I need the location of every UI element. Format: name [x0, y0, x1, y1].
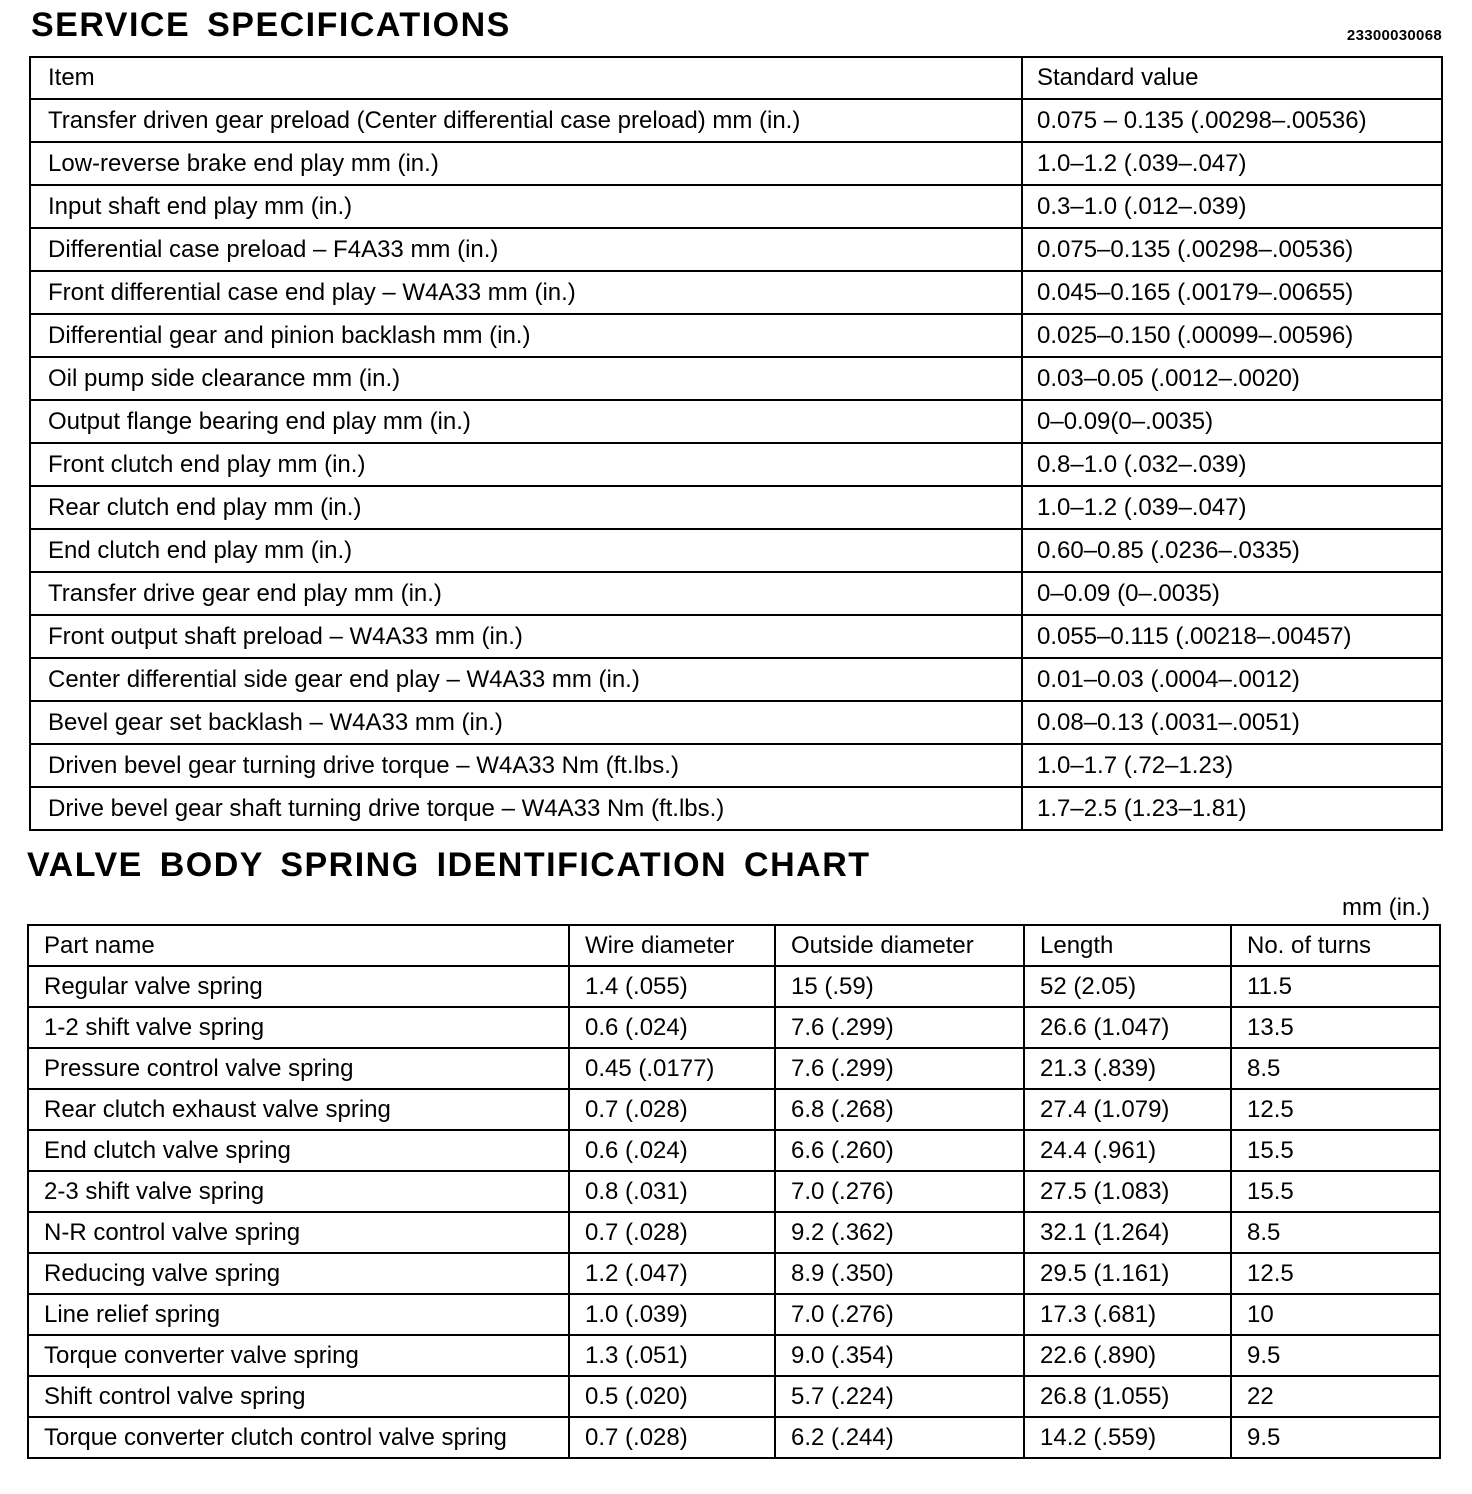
spring-row — [28, 1417, 1440, 1458]
spec-value-cell: 0–0.09(0–.0035) — [1022, 400, 1442, 443]
spring-row — [28, 1376, 1440, 1417]
spec-item-cell: Front output shaft preload – W4A33 mm (in.) — [30, 615, 1022, 658]
spec-value-cell: 1.7–2.5 (1.23–1.81) — [1022, 787, 1442, 830]
wire-diameter-cell: 0.45 (.0177) — [569, 1048, 775, 1089]
header-item: Item — [30, 57, 1022, 99]
wire-diameter-cell: 1.2 (.047) — [569, 1253, 775, 1294]
outside-diameter-cell: 5.7 (.224) — [775, 1376, 1024, 1417]
header-standard-value: Standard value — [1022, 57, 1442, 99]
turns-cell: 8.5 — [1231, 1048, 1440, 1089]
spec-row — [30, 615, 1442, 658]
spring-row — [28, 1335, 1440, 1376]
spring-chart-title: VALVE BODY SPRING IDENTIFICATION CHART — [27, 846, 871, 884]
spec-row — [30, 228, 1442, 271]
length-cell: 32.1 (1.264) — [1024, 1212, 1231, 1253]
spec-row — [30, 744, 1442, 787]
length-cell: 21.3 (.839) — [1024, 1048, 1231, 1089]
specs-header-row — [30, 57, 1442, 99]
spec-item-cell: End clutch end play mm (in.) — [30, 529, 1022, 572]
spring-row — [28, 1294, 1440, 1335]
outside-diameter-cell: 6.8 (.268) — [775, 1089, 1024, 1130]
outside-diameter-cell: 6.2 (.244) — [775, 1417, 1024, 1458]
outside-diameter-cell: 6.6 (.260) — [775, 1130, 1024, 1171]
part-name-cell: Torque converter clutch control valve spring — [28, 1417, 569, 1458]
spring-row — [28, 1130, 1440, 1171]
wire-diameter-cell: 0.7 (.028) — [569, 1212, 775, 1253]
length-cell: 17.3 (.681) — [1024, 1294, 1231, 1335]
spec-item-cell: Drive bevel gear shaft turning drive torque – W4A33 Nm (ft.lbs.) — [30, 787, 1022, 830]
spec-value-cell: 0.3–1.0 (.012–.039) — [1022, 185, 1442, 228]
part-name-cell: Torque converter valve spring — [28, 1335, 569, 1376]
turns-cell: 9.5 — [1231, 1335, 1440, 1376]
turns-cell: 9.5 — [1231, 1417, 1440, 1458]
turns-cell: 15.5 — [1231, 1130, 1440, 1171]
turns-cell: 15.5 — [1231, 1171, 1440, 1212]
length-cell: 29.5 (1.161) — [1024, 1253, 1231, 1294]
part-name-cell: Rear clutch exhaust valve spring — [28, 1089, 569, 1130]
spec-item-cell: Front clutch end play mm (in.) — [30, 443, 1022, 486]
spec-row — [30, 400, 1442, 443]
spring-row — [28, 1171, 1440, 1212]
spring-row — [28, 1212, 1440, 1253]
spec-item-cell: Front differential case end play – W4A33 mm (in.) — [30, 271, 1022, 314]
spec-value-cell: 0–0.09 (0–.0035) — [1022, 572, 1442, 615]
unit-note: mm (in.) — [1342, 894, 1430, 921]
spec-row — [30, 443, 1442, 486]
wire-diameter-cell: 0.7 (.028) — [569, 1089, 775, 1130]
spec-item-cell: Transfer drive gear end play mm (in.) — [30, 572, 1022, 615]
outside-diameter-cell: 7.6 (.299) — [775, 1048, 1024, 1089]
specs-table-body — [30, 57, 1442, 830]
outside-diameter-cell: 7.0 (.276) — [775, 1294, 1024, 1335]
spec-row — [30, 486, 1442, 529]
spec-row — [30, 314, 1442, 357]
spring-row — [28, 1089, 1440, 1130]
length-cell: 26.6 (1.047) — [1024, 1007, 1231, 1048]
part-name-cell: End clutch valve spring — [28, 1130, 569, 1171]
spec-item-cell: Oil pump side clearance mm (in.) — [30, 357, 1022, 400]
wire-diameter-cell: 0.6 (.024) — [569, 1007, 775, 1048]
wire-diameter-cell: 0.7 (.028) — [569, 1417, 775, 1458]
turns-cell: 22 — [1231, 1376, 1440, 1417]
spec-value-cell: 0.03–0.05 (.0012–.0020) — [1022, 357, 1442, 400]
spec-value-cell: 0.08–0.13 (.0031–.0051) — [1022, 701, 1442, 744]
spec-value-cell: 0.055–0.115 (.00218–.00457) — [1022, 615, 1442, 658]
turns-cell: 10 — [1231, 1294, 1440, 1335]
outside-diameter-cell: 15 (.59) — [775, 966, 1024, 1007]
spec-value-cell: 0.60–0.85 (.0236–.0335) — [1022, 529, 1442, 572]
spec-value-cell: 0.8–1.0 (.032–.039) — [1022, 443, 1442, 486]
header-length: Length — [1024, 925, 1231, 966]
spring-row — [28, 1007, 1440, 1048]
part-name-cell: N-R control valve spring — [28, 1212, 569, 1253]
outside-diameter-cell: 9.2 (.362) — [775, 1212, 1024, 1253]
spring-identification-table — [27, 924, 1441, 1459]
header-part-name: Part name — [28, 925, 569, 966]
wire-diameter-cell: 0.8 (.031) — [569, 1171, 775, 1212]
spec-value-cell: 0.075 – 0.135 (.00298–.00536) — [1022, 99, 1442, 142]
spec-item-cell: Rear clutch end play mm (in.) — [30, 486, 1022, 529]
spec-value-cell: 1.0–1.2 (.039–.047) — [1022, 142, 1442, 185]
length-cell: 24.4 (.961) — [1024, 1130, 1231, 1171]
spec-value-cell: 0.075–0.135 (.00298–.00536) — [1022, 228, 1442, 271]
part-name-cell: Shift control valve spring — [28, 1376, 569, 1417]
outside-diameter-cell: 8.9 (.350) — [775, 1253, 1024, 1294]
spec-item-cell: Driven bevel gear turning drive torque – W4A33 Nm (ft.lbs.) — [30, 744, 1022, 787]
header-wire-diameter: Wire diameter — [569, 925, 775, 966]
spec-row — [30, 271, 1442, 314]
spec-value-cell: 0.025–0.150 (.00099–.00596) — [1022, 314, 1442, 357]
length-cell: 22.6 (.890) — [1024, 1335, 1231, 1376]
length-cell: 52 (2.05) — [1024, 966, 1231, 1007]
spec-item-cell: Output flange bearing end play mm (in.) — [30, 400, 1022, 443]
length-cell: 27.5 (1.083) — [1024, 1171, 1231, 1212]
spec-item-cell: Transfer driven gear preload (Center differential case preload) mm (in.) — [30, 99, 1022, 142]
document-code: 23300030068 — [1346, 27, 1442, 44]
spring-row — [28, 1253, 1440, 1294]
wire-diameter-cell: 0.6 (.024) — [569, 1130, 775, 1171]
service-specifications-title: SERVICE SPECIFICATIONS — [31, 6, 511, 44]
spec-item-cell: Input shaft end play mm (in.) — [30, 185, 1022, 228]
header-outside-diameter: Outside diameter — [775, 925, 1024, 966]
spec-item-cell: Differential gear and pinion backlash mm (in.) — [30, 314, 1022, 357]
chart-table-body — [28, 925, 1440, 1458]
wire-diameter-cell: 1.0 (.039) — [569, 1294, 775, 1335]
outside-diameter-cell: 7.6 (.299) — [775, 1007, 1024, 1048]
spec-row — [30, 529, 1442, 572]
length-cell: 27.4 (1.079) — [1024, 1089, 1231, 1130]
spec-row — [30, 142, 1442, 185]
turns-cell: 8.5 — [1231, 1212, 1440, 1253]
part-name-cell: Reducing valve spring — [28, 1253, 569, 1294]
chart-header-row — [28, 925, 1440, 966]
service-specifications-table — [29, 56, 1443, 831]
part-name-cell: Regular valve spring — [28, 966, 569, 1007]
length-cell: 26.8 (1.055) — [1024, 1376, 1231, 1417]
wire-diameter-cell: 0.5 (.020) — [569, 1376, 775, 1417]
spec-row — [30, 357, 1442, 400]
turns-cell: 13.5 — [1231, 1007, 1440, 1048]
spec-item-cell: Bevel gear set backlash – W4A33 mm (in.) — [30, 701, 1022, 744]
turns-cell: 12.5 — [1231, 1253, 1440, 1294]
spec-row — [30, 99, 1442, 142]
spec-item-cell: Differential case preload – F4A33 mm (in.) — [30, 228, 1022, 271]
spec-value-cell: 0.01–0.03 (.0004–.0012) — [1022, 658, 1442, 701]
outside-diameter-cell: 7.0 (.276) — [775, 1171, 1024, 1212]
turns-cell: 11.5 — [1231, 966, 1440, 1007]
turns-cell: 12.5 — [1231, 1089, 1440, 1130]
spec-value-cell: 1.0–1.2 (.039–.047) — [1022, 486, 1442, 529]
spring-row — [28, 1048, 1440, 1089]
wire-diameter-cell: 1.4 (.055) — [569, 966, 775, 1007]
outside-diameter-cell: 9.0 (.354) — [775, 1335, 1024, 1376]
spec-item-cell: Center differential side gear end play – W4A33 mm (in.) — [30, 658, 1022, 701]
spec-row — [30, 185, 1442, 228]
spec-row — [30, 572, 1442, 615]
spec-value-cell: 0.045–0.165 (.00179–.00655) — [1022, 271, 1442, 314]
spec-item-cell: Low-reverse brake end play mm (in.) — [30, 142, 1022, 185]
part-name-cell: Pressure control valve spring — [28, 1048, 569, 1089]
length-cell: 14.2 (.559) — [1024, 1417, 1231, 1458]
spec-value-cell: 1.0–1.7 (.72–1.23) — [1022, 744, 1442, 787]
spring-row — [28, 966, 1440, 1007]
part-name-cell: Line relief spring — [28, 1294, 569, 1335]
header-turns: No. of turns — [1231, 925, 1440, 966]
wire-diameter-cell: 1.3 (.051) — [569, 1335, 775, 1376]
part-name-cell: 1-2 shift valve spring — [28, 1007, 569, 1048]
spec-row — [30, 701, 1442, 744]
part-name-cell: 2-3 shift valve spring — [28, 1171, 569, 1212]
spec-row — [30, 658, 1442, 701]
spec-row — [30, 787, 1442, 830]
